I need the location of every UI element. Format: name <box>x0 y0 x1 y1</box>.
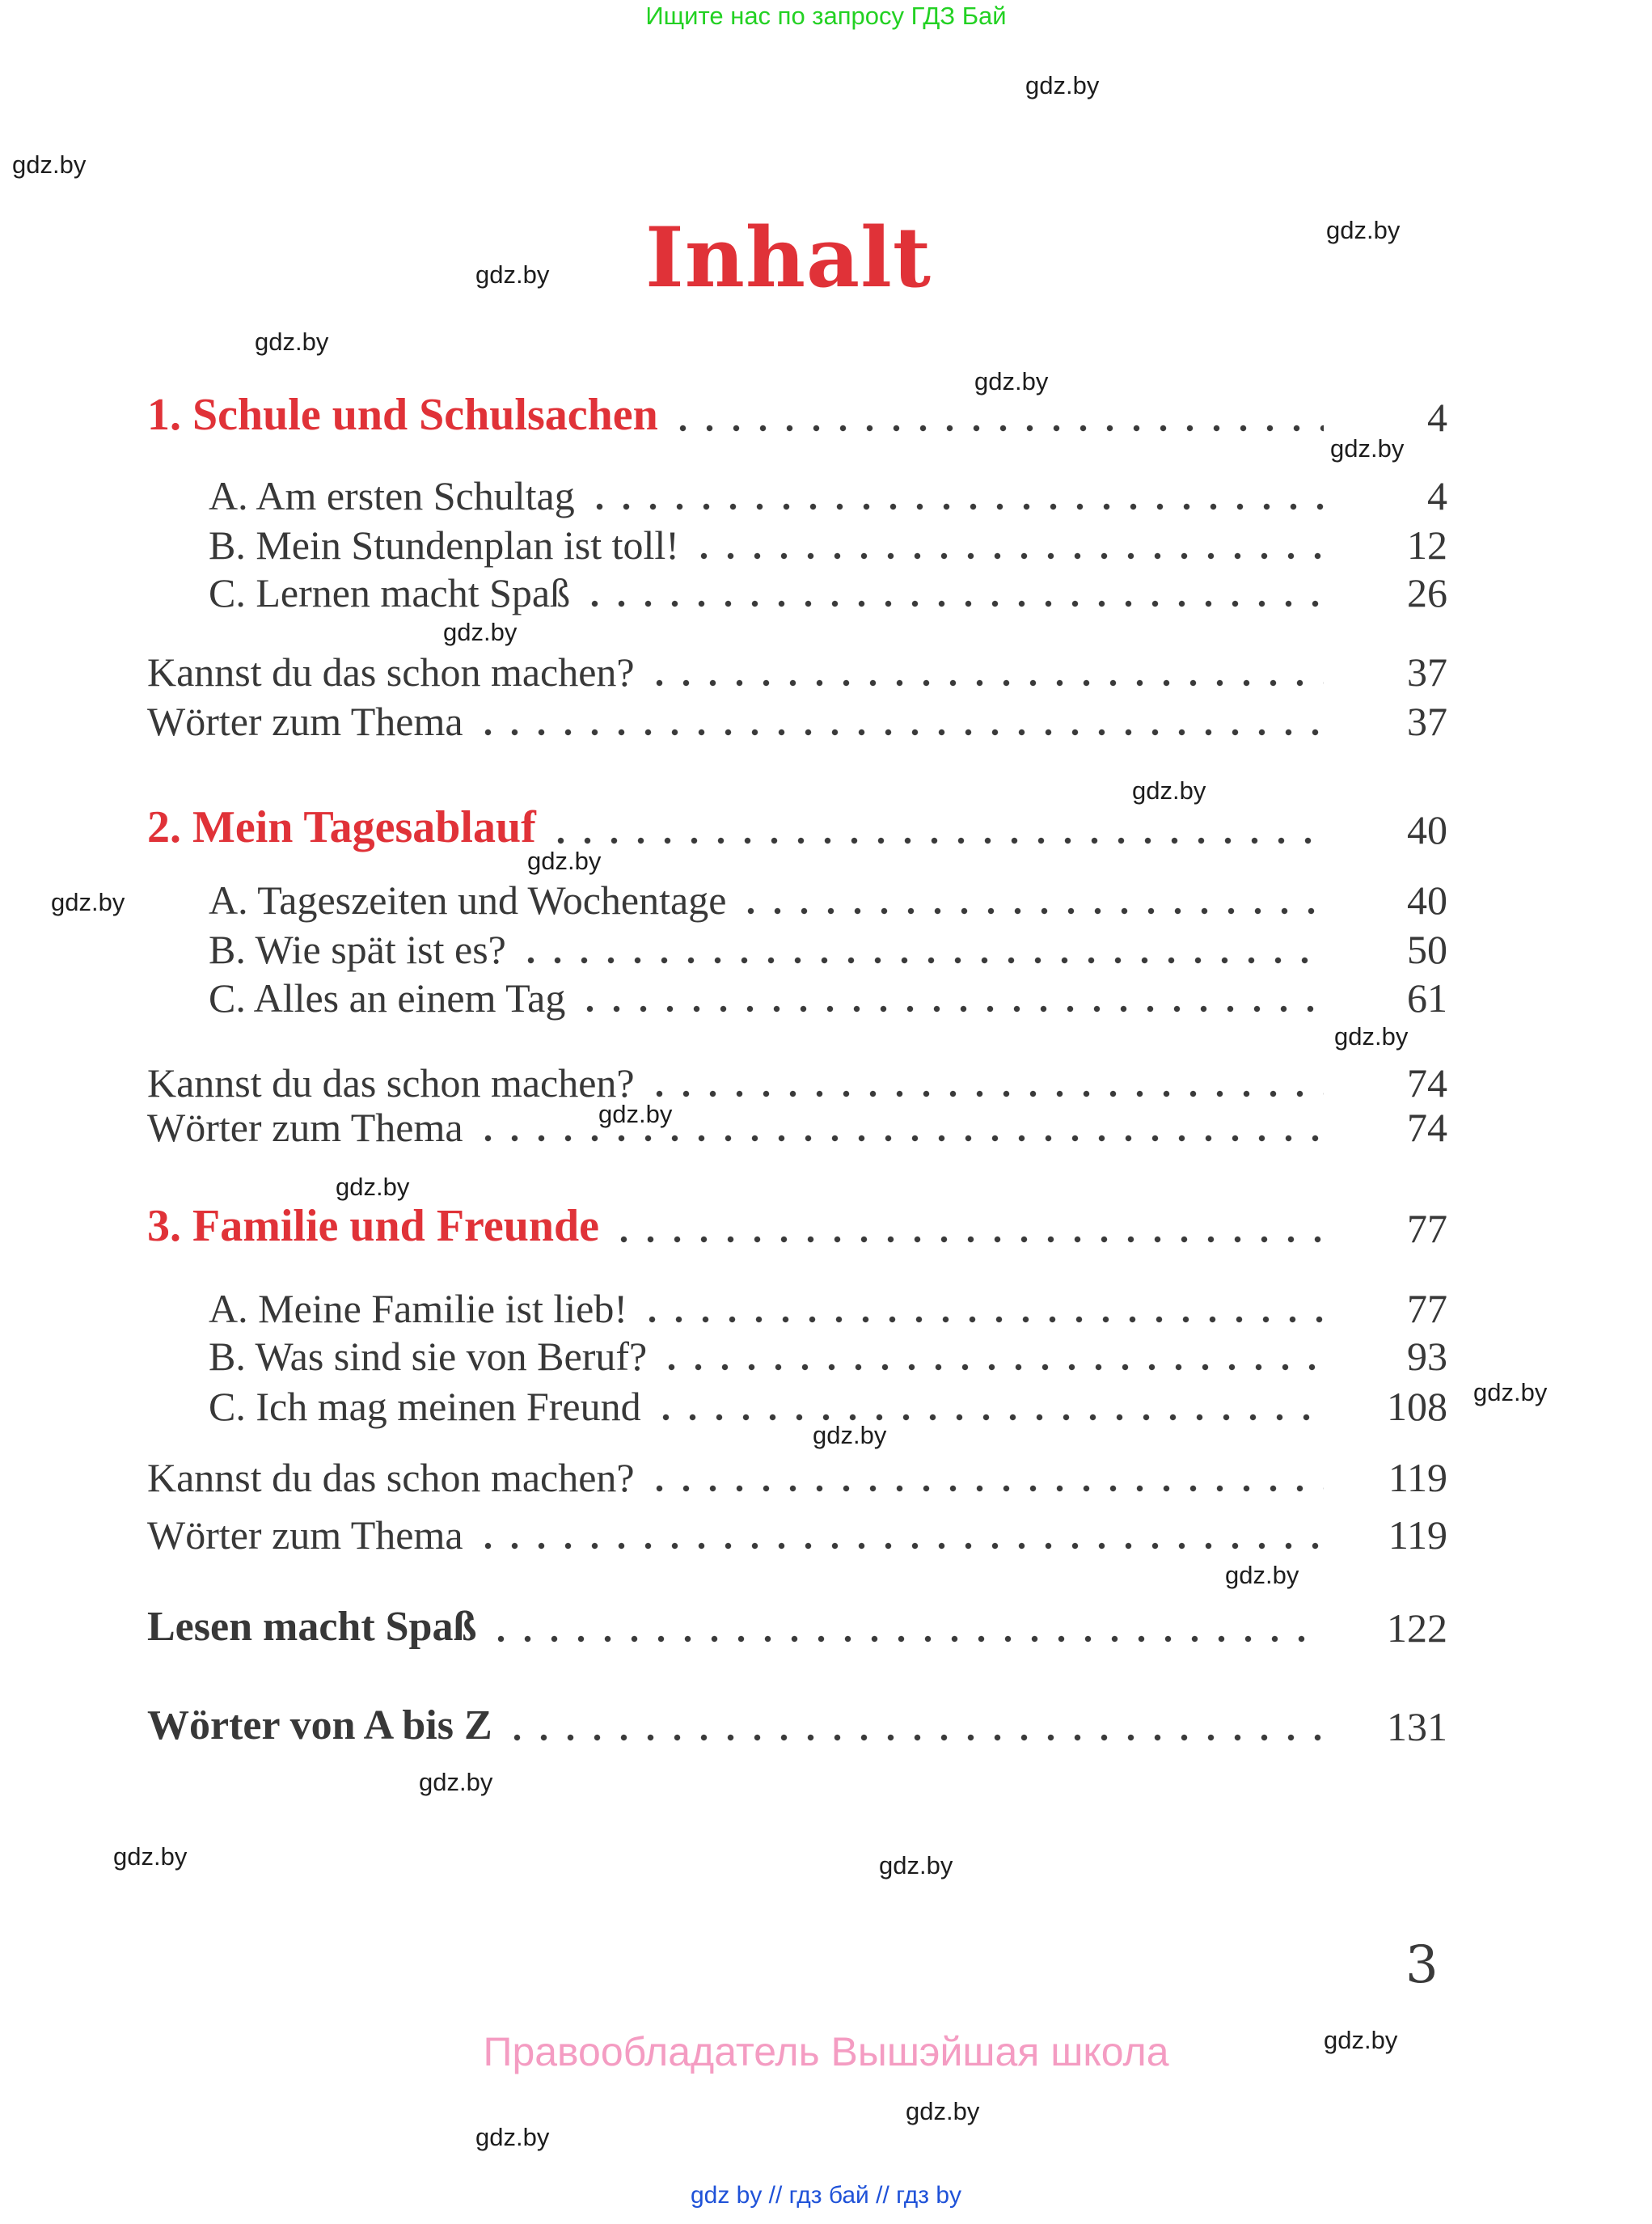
dot-leader <box>653 1414 1324 1421</box>
toc-entry-label: Kannst du das schon machen? <box>147 649 635 695</box>
toc-entry-label: Wörter zum Thema <box>147 699 463 744</box>
toc-entry-page: 61 <box>1407 975 1447 1021</box>
watermark-gdz: gdz.by <box>12 150 87 179</box>
toc-entry-label: 1. Schule und Schulsachen <box>147 390 658 440</box>
toc-row <box>209 975 1447 1021</box>
toc-entry-label: C. Alles an einem Tag <box>209 975 566 1021</box>
watermark-gdz: gdz.by <box>1334 1022 1409 1051</box>
watermark-gdz: gdz.by <box>255 328 329 356</box>
watermark-gdz: gdz.by <box>1324 2026 1398 2054</box>
toc-entry-label: Lesen macht Spaß <box>147 1604 477 1650</box>
dot-leader <box>646 1090 1324 1097</box>
watermark-gdz: gdz.by <box>1225 1561 1299 1589</box>
toc-entry-label: C. Lernen macht Spaß <box>209 570 571 615</box>
toc-entry-label: B. Wie spät ist es? <box>209 927 506 972</box>
toc-entry-page: 40 <box>1407 877 1447 923</box>
toc-entry-label: A. Meine Familie ist lieb! <box>209 1286 627 1331</box>
toc-entry-page: 131 <box>1387 1704 1447 1749</box>
toc-entry-page: 122 <box>1387 1605 1447 1651</box>
watermark-gdz: gdz.by <box>1025 71 1100 99</box>
dot-leader <box>475 729 1324 736</box>
toc-entry-page: 40 <box>1407 807 1447 852</box>
toc-entry-page: 26 <box>1407 570 1447 615</box>
dot-leader <box>475 1542 1324 1550</box>
toc-row <box>209 1288 1447 1329</box>
page-title: Inhalt <box>645 209 932 307</box>
watermark-gdz: gdz.by <box>906 2097 980 2125</box>
toc-entry-label: B. Was sind sie von Beruf? <box>209 1334 648 1379</box>
toc-entry-page: 119 <box>1388 1512 1447 1558</box>
toc-row <box>209 473 1447 518</box>
toc-row <box>147 701 1447 742</box>
toc-entry-page: 119 <box>1388 1455 1447 1500</box>
dot-leader <box>488 1635 1324 1643</box>
toc-row <box>209 570 1447 615</box>
watermark-gdz: gdz.by <box>51 888 125 916</box>
toc-entry-label: 2. Mein Tagesablauf <box>147 802 536 852</box>
toc-row <box>147 1060 1447 1106</box>
toc-row <box>147 1702 1447 1749</box>
dot-leader <box>691 552 1324 560</box>
toc-row <box>209 929 1447 970</box>
toc-row <box>209 522 1447 568</box>
dot-leader <box>658 1364 1324 1371</box>
toc-entry-page: 37 <box>1407 649 1447 695</box>
dot-leader <box>475 1135 1324 1142</box>
dot-leader <box>639 1316 1324 1323</box>
watermark-gdz: gdz.by <box>113 1842 188 1871</box>
watermark-gdz: gdz.by <box>475 2123 550 2151</box>
page-number: 3 <box>1405 1935 1439 1995</box>
dot-leader <box>518 957 1324 964</box>
watermark-gdz: gdz.by <box>1326 216 1401 244</box>
watermark-gdz: gdz.by <box>1473 1378 1548 1406</box>
toc-row <box>147 649 1447 695</box>
dot-leader <box>670 425 1324 432</box>
toc-entry-label: Kannst du das schon machen? <box>147 1060 635 1106</box>
watermark-gdz: gdz.by <box>813 1421 887 1449</box>
dot-leader <box>504 1734 1324 1741</box>
toc-entry-label: Wörter zum Thema <box>147 1105 463 1150</box>
toc-entry-page: 74 <box>1407 1060 1447 1106</box>
toc-entry-label: Wörter von A bis Z <box>147 1702 492 1748</box>
dot-leader <box>586 503 1324 510</box>
toc-entry-page: 74 <box>1407 1105 1447 1150</box>
toc-entry-page: 4 <box>1427 395 1447 440</box>
toc-entry-label: Kannst du das schon machen? <box>147 1455 635 1500</box>
toc-entry-page: 4 <box>1427 473 1447 518</box>
dot-leader <box>646 1485 1324 1492</box>
toc-entry-label: 3. Familie und Freunde <box>147 1201 600 1251</box>
toc-entry-page: 93 <box>1407 1334 1447 1379</box>
toc-row <box>147 392 1447 438</box>
watermark-gdz: gdz.by <box>974 367 1049 395</box>
dot-leader <box>547 837 1324 844</box>
watermark-gdz: gdz.by <box>443 618 518 646</box>
dot-leader <box>737 907 1324 915</box>
dot-leader <box>646 679 1324 687</box>
footer-links: gdz by // гдз бай // гдз by <box>690 2182 962 2209</box>
toc-row <box>147 802 1447 852</box>
watermark-gdz: gdz.by <box>1132 776 1206 805</box>
toc-entry-label: B. Mein Stundenplan ist toll! <box>209 522 679 568</box>
watermark-gdz: gdz.by <box>598 1100 673 1128</box>
toc-entry-page: 12 <box>1407 522 1447 568</box>
watermark-gdz: gdz.by <box>419 1768 493 1796</box>
toc-row <box>147 1203 1447 1249</box>
toc-entry-label: Wörter zum Thema <box>147 1512 463 1558</box>
toc-entry-page: 108 <box>1387 1384 1447 1429</box>
promo-banner: Ищите нас по запросу ГДЗ Бай <box>645 2 1007 30</box>
toc-entry-label: A. Am ersten Schultag <box>209 473 575 518</box>
watermark-gdz: gdz.by <box>336 1173 410 1201</box>
toc-row <box>209 1334 1447 1379</box>
watermark-gdz: gdz.by <box>475 260 550 289</box>
toc-row <box>209 877 1447 923</box>
watermark-gdz: gdz.by <box>1330 434 1405 463</box>
watermark-gdz: gdz.by <box>879 1851 953 1879</box>
watermark-gdz: gdz.by <box>527 847 602 875</box>
dot-leader <box>581 600 1324 607</box>
dot-leader <box>611 1236 1324 1243</box>
dot-leader <box>577 1005 1324 1013</box>
toc-entry-page: 77 <box>1407 1286 1447 1331</box>
toc-entry-page: 50 <box>1407 927 1447 972</box>
toc-row <box>147 1107 1447 1148</box>
copyright-line: Правообладатель Вышэйшая школа <box>483 2029 1169 2074</box>
toc-row <box>147 1457 1447 1498</box>
toc-entry-label: A. Tageszeiten und Wochentage <box>209 877 727 923</box>
toc-entry-label: C. Ich mag meinen Freund <box>209 1384 641 1429</box>
toc-row <box>147 1512 1447 1558</box>
toc-entry-page: 37 <box>1407 699 1447 744</box>
toc-entry-page: 77 <box>1407 1206 1447 1251</box>
toc-row <box>147 1604 1447 1651</box>
